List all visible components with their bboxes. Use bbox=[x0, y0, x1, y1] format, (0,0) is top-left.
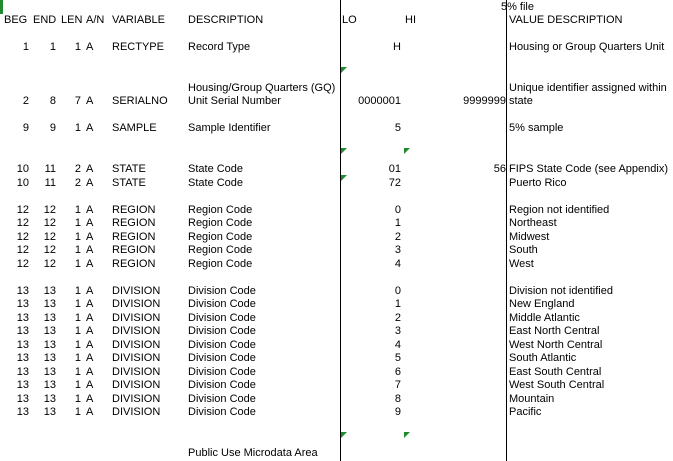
cell-value-description[interactable] bbox=[509, 446, 673, 460]
cell-value-description[interactable]: Mountain bbox=[509, 393, 555, 405]
cell-an[interactable] bbox=[86, 81, 110, 95]
cell-lo[interactable]: 9 bbox=[394, 406, 401, 418]
cell-beg[interactable]: 13 bbox=[16, 298, 29, 310]
cell-value-description[interactable]: Pacific bbox=[509, 406, 542, 418]
cell-end[interactable]: 12 bbox=[43, 258, 56, 270]
cell-description[interactable]: Division Code bbox=[188, 339, 256, 351]
cell-lo[interactable]: 0 bbox=[394, 285, 401, 297]
cell-an[interactable]: A bbox=[86, 325, 94, 337]
cell-value-description[interactable]: Midwest bbox=[509, 231, 550, 243]
cell-description[interactable]: State Code bbox=[188, 163, 244, 175]
table-row bbox=[0, 405, 673, 419]
cell-end[interactable]: 11 bbox=[44, 177, 56, 189]
table-row bbox=[0, 40, 673, 54]
cell-variable[interactable]: DIVISION bbox=[112, 339, 161, 351]
cell-end[interactable]: 13 bbox=[43, 393, 56, 405]
table-row bbox=[0, 230, 673, 244]
cell-an[interactable]: A bbox=[86, 393, 94, 405]
cell-beg[interactable]: 9 bbox=[22, 122, 29, 134]
cell-variable[interactable]: SAMPLE bbox=[112, 122, 157, 134]
cell-description[interactable]: Region Code bbox=[188, 231, 253, 243]
cell-variable[interactable]: REGION bbox=[112, 258, 156, 270]
cell-len[interactable]: 1 bbox=[74, 244, 81, 256]
cell-end[interactable]: 13 bbox=[43, 312, 56, 324]
cell-lo[interactable]: 3 bbox=[394, 244, 401, 256]
cell-an[interactable]: A bbox=[86, 244, 94, 256]
cell-hi[interactable] bbox=[405, 297, 506, 311]
cell-description[interactable]: Division Code bbox=[188, 406, 256, 418]
cell-value-description[interactable]: East North Central bbox=[509, 325, 600, 337]
header-an[interactable]: A/N bbox=[86, 14, 105, 26]
cell-description[interactable]: State Code bbox=[188, 177, 244, 189]
cell-lo[interactable]: 2 bbox=[394, 312, 401, 324]
cell-an[interactable]: A bbox=[86, 231, 94, 243]
table-row bbox=[0, 297, 673, 311]
cell-hi[interactable] bbox=[405, 324, 506, 338]
cell-end[interactable]: 13 bbox=[43, 339, 56, 351]
cell-hi[interactable] bbox=[405, 405, 506, 419]
cell-an[interactable]: A bbox=[86, 298, 94, 310]
cell-beg[interactable]: 13 bbox=[16, 393, 29, 405]
cell-an[interactable] bbox=[86, 446, 110, 460]
table-row bbox=[0, 324, 673, 338]
cell-beg[interactable]: 13 bbox=[16, 379, 29, 391]
cell-beg[interactable]: 12 bbox=[16, 204, 29, 216]
cell-description[interactable]: Division Code bbox=[188, 285, 256, 297]
cell-value-description[interactable]: Middle Atlantic bbox=[509, 312, 580, 324]
cell-value-description[interactable]: 5% sample bbox=[509, 122, 564, 134]
cell-lo[interactable] bbox=[342, 446, 401, 460]
cell-lo[interactable]: 5 bbox=[394, 352, 401, 364]
cell-an[interactable]: A bbox=[86, 95, 94, 107]
cell-hi[interactable] bbox=[405, 121, 506, 135]
cell-an[interactable]: A bbox=[86, 379, 94, 391]
cell-len[interactable]: 1 bbox=[74, 352, 81, 364]
cell-variable[interactable]: DIVISION bbox=[112, 366, 161, 378]
cell-beg[interactable] bbox=[0, 81, 29, 95]
cell-hi[interactable] bbox=[405, 392, 506, 406]
cell-description[interactable]: Sample Identifier bbox=[188, 122, 271, 134]
cell-an[interactable]: A bbox=[86, 406, 94, 418]
cell-end[interactable]: 12 bbox=[43, 204, 56, 216]
cell-description[interactable]: Record Type bbox=[188, 41, 251, 53]
cell-description[interactable]: Public Use Microdata Area bbox=[188, 447, 318, 459]
cell-end[interactable]: 8 bbox=[49, 95, 56, 107]
cell-variable[interactable]: DIVISION bbox=[112, 285, 161, 297]
cell-description[interactable]: Division Code bbox=[188, 366, 256, 378]
table-row bbox=[0, 351, 673, 365]
cell-value-description[interactable]: state bbox=[509, 95, 533, 107]
header-end[interactable]: END bbox=[33, 14, 57, 26]
cell-value-description[interactable]: FIPS State Code (see Appendix) bbox=[509, 163, 668, 175]
cell-beg[interactable]: 2 bbox=[22, 95, 29, 107]
table-row bbox=[0, 284, 673, 298]
cell-len[interactable]: 1 bbox=[74, 204, 81, 216]
cell-value-description[interactable]: Unique identifier assigned within bbox=[509, 82, 667, 94]
cell-lo[interactable]: 4 bbox=[394, 258, 401, 270]
cell-hi[interactable] bbox=[405, 257, 506, 271]
cell-error-marker[interactable] bbox=[341, 67, 347, 73]
cell-hi[interactable] bbox=[405, 338, 506, 352]
cell-description[interactable]: Division Code bbox=[188, 379, 256, 391]
cell-value-description[interactable]: West bbox=[509, 258, 534, 270]
table-row bbox=[0, 121, 673, 135]
table-row bbox=[0, 94, 673, 108]
cell-beg[interactable]: 13 bbox=[16, 325, 29, 337]
cell-value-description[interactable]: New England bbox=[509, 298, 575, 310]
cell-beg[interactable]: 10 bbox=[16, 177, 29, 189]
cell-hi[interactable] bbox=[405, 230, 506, 244]
cell-error-marker[interactable] bbox=[341, 432, 347, 438]
table-row bbox=[0, 203, 673, 217]
cell-variable[interactable]: SERIALNO bbox=[112, 95, 168, 107]
table-row bbox=[0, 392, 673, 406]
cell-hi[interactable] bbox=[405, 243, 506, 257]
cell-lo[interactable]: 3 bbox=[394, 325, 401, 337]
cell-lo[interactable]: 8 bbox=[394, 393, 401, 405]
cell-value-description[interactable]: West North Central bbox=[509, 339, 603, 351]
cell-lo[interactable]: 6 bbox=[394, 366, 401, 378]
cell-beg[interactable]: 13 bbox=[16, 285, 29, 297]
table-row bbox=[0, 257, 673, 271]
cell-lo[interactable] bbox=[342, 81, 401, 95]
cell-hi[interactable] bbox=[405, 378, 506, 392]
cell-lo[interactable]: H bbox=[393, 41, 401, 53]
table-row bbox=[0, 378, 673, 392]
cell-len[interactable]: 1 bbox=[74, 258, 81, 270]
table-row bbox=[0, 365, 673, 379]
cell-beg[interactable]: 12 bbox=[16, 258, 29, 270]
table-row bbox=[0, 338, 673, 352]
cell-hi[interactable]: 56 bbox=[493, 163, 506, 175]
cell-end[interactable]: 13 bbox=[43, 366, 56, 378]
cell-end[interactable]: 12 bbox=[43, 217, 56, 229]
table-row bbox=[0, 243, 673, 257]
cell-value-description[interactable]: West South Central bbox=[509, 379, 605, 391]
cell-hi[interactable] bbox=[405, 216, 506, 230]
cell-hi[interactable] bbox=[405, 40, 506, 54]
cell-lo[interactable]: 1 bbox=[394, 298, 401, 310]
cell-lo[interactable]: 1 bbox=[394, 217, 401, 229]
cell-end[interactable]: 13 bbox=[43, 298, 56, 310]
cell-end[interactable]: 13 bbox=[43, 325, 56, 337]
cell-variable[interactable]: DIVISION bbox=[112, 393, 161, 405]
file-note[interactable]: 5% file bbox=[500, 1, 534, 13]
cell-lo[interactable]: 0000001 bbox=[358, 95, 401, 107]
cell-end[interactable] bbox=[30, 81, 56, 95]
cell-description[interactable]: Region Code bbox=[188, 244, 253, 256]
cell-lo[interactable]: 7 bbox=[394, 379, 401, 391]
cell-variable[interactable]: REGION bbox=[112, 204, 156, 216]
cell-variable[interactable]: DIVISION bbox=[112, 406, 161, 418]
cell-beg[interactable]: 1 bbox=[22, 41, 29, 53]
cell-len[interactable]: 1 bbox=[74, 393, 81, 405]
cell-hi[interactable] bbox=[405, 81, 506, 95]
cell-variable[interactable] bbox=[112, 446, 186, 460]
header-len[interactable]: LEN bbox=[61, 14, 83, 26]
cell-hi[interactable] bbox=[405, 284, 506, 298]
cell-lo[interactable]: 4 bbox=[394, 339, 401, 351]
cell-end[interactable]: 13 bbox=[43, 285, 56, 297]
cell-description[interactable]: Region Code bbox=[188, 217, 253, 229]
cell-end[interactable]: 12 bbox=[43, 244, 56, 256]
table-row bbox=[0, 311, 673, 325]
cell-variable[interactable]: DIVISION bbox=[112, 379, 161, 391]
cell-len[interactable]: 1 bbox=[74, 379, 81, 391]
cell-variable[interactable] bbox=[112, 81, 186, 95]
table-row bbox=[0, 446, 673, 460]
header-lo[interactable]: LO bbox=[342, 14, 357, 26]
cell-description[interactable]: Division Code bbox=[188, 325, 256, 337]
cell-variable[interactable]: DIVISION bbox=[112, 298, 161, 310]
cell-hi[interactable] bbox=[405, 365, 506, 379]
cell-variable[interactable]: STATE bbox=[112, 163, 146, 175]
cell-len[interactable]: 1 bbox=[74, 339, 81, 351]
cell-lo[interactable]: 01 bbox=[388, 163, 401, 175]
table-row bbox=[0, 162, 673, 176]
cell-end[interactable] bbox=[30, 446, 56, 460]
header-variable[interactable]: VARIABLE bbox=[112, 14, 165, 26]
cell-beg[interactable]: 13 bbox=[16, 406, 29, 418]
cell-description[interactable]: Unit Serial Number bbox=[188, 95, 281, 107]
cell-end[interactable]: 13 bbox=[43, 352, 56, 364]
cell-an[interactable]: A bbox=[86, 217, 94, 229]
cell-len[interactable]: 1 bbox=[74, 217, 81, 229]
cell-an[interactable]: A bbox=[86, 204, 94, 216]
cell-len[interactable]: 1 bbox=[74, 285, 81, 297]
cell-hi[interactable] bbox=[405, 311, 506, 325]
cell-len[interactable]: 2 bbox=[74, 177, 81, 189]
cell-an[interactable]: A bbox=[86, 366, 94, 378]
cell-len[interactable]: 1 bbox=[74, 122, 81, 134]
cell-end[interactable]: 11 bbox=[44, 163, 56, 175]
cell-error-marker[interactable] bbox=[341, 175, 347, 181]
cell-len[interactable]: 1 bbox=[74, 231, 81, 243]
cell-end[interactable]: 13 bbox=[43, 379, 56, 391]
cell-variable[interactable]: DIVISION bbox=[112, 352, 161, 364]
table-row bbox=[0, 176, 673, 190]
cell-variable[interactable]: RECTYPE bbox=[112, 41, 164, 53]
cell-value-description[interactable]: Puerto Rico bbox=[509, 177, 567, 189]
cell-lo[interactable]: 0 bbox=[394, 204, 401, 216]
cell-description[interactable]: Division Code bbox=[188, 352, 256, 364]
header-value-description[interactable]: VALUE DESCRIPTION bbox=[509, 14, 623, 26]
cell-beg[interactable]: 13 bbox=[16, 312, 29, 324]
header-hi[interactable]: HI bbox=[405, 14, 416, 26]
cell-len[interactable]: 1 bbox=[74, 41, 81, 53]
cell-description[interactable]: Division Code bbox=[188, 393, 256, 405]
file-note-row bbox=[0, 0, 673, 14]
cell-error-marker[interactable] bbox=[341, 148, 347, 154]
cell-beg[interactable]: 12 bbox=[16, 217, 29, 229]
cell-variable[interactable]: DIVISION bbox=[112, 325, 161, 337]
cell-value-description[interactable]: South bbox=[509, 244, 538, 256]
cell-len[interactable] bbox=[57, 446, 81, 460]
cell-value-description[interactable]: Division not identified bbox=[509, 285, 613, 297]
cell-an[interactable]: A bbox=[86, 41, 94, 53]
cell-variable[interactable]: REGION bbox=[112, 217, 156, 229]
cell-hi[interactable] bbox=[405, 446, 506, 460]
cell-hi[interactable] bbox=[405, 176, 506, 190]
cell-value-description[interactable]: Northeast bbox=[509, 217, 557, 229]
cell-value-description[interactable]: South Atlantic bbox=[509, 352, 577, 364]
cell-hi[interactable] bbox=[405, 203, 506, 217]
cell-beg[interactable]: 13 bbox=[16, 352, 29, 364]
cell-lo[interactable]: 5 bbox=[394, 122, 401, 134]
cell-value-description[interactable]: Region not identified bbox=[509, 204, 610, 216]
cell-len[interactable]: 1 bbox=[74, 325, 81, 337]
cell-description[interactable]: Housing/Group Quarters (GQ) bbox=[188, 82, 336, 94]
cell-len[interactable]: 1 bbox=[74, 298, 81, 310]
cell-beg[interactable]: 12 bbox=[16, 244, 29, 256]
cell-beg[interactable]: 12 bbox=[16, 231, 29, 243]
table-row bbox=[0, 216, 673, 230]
cell-end[interactable]: 12 bbox=[43, 231, 56, 243]
cell-len[interactable]: 1 bbox=[74, 406, 81, 418]
cell-beg[interactable]: 13 bbox=[16, 366, 29, 378]
cell-an[interactable]: A bbox=[86, 122, 94, 134]
cell-an[interactable]: A bbox=[86, 258, 94, 270]
cell-len[interactable]: 2 bbox=[74, 163, 81, 175]
cell-hi[interactable]: 9999999 bbox=[463, 95, 506, 107]
cell-error-marker[interactable] bbox=[404, 148, 410, 154]
table-row bbox=[0, 81, 673, 95]
cell-error-marker[interactable] bbox=[404, 432, 410, 438]
cell-description[interactable]: Region Code bbox=[188, 204, 253, 216]
cell-beg[interactable] bbox=[0, 446, 29, 460]
cell-variable[interactable]: DIVISION bbox=[112, 312, 161, 324]
cell-description[interactable]: Division Code bbox=[188, 298, 256, 310]
cell-an[interactable]: A bbox=[86, 285, 94, 297]
cell-value-description[interactable]: East South Central bbox=[509, 366, 602, 378]
cell-an[interactable]: A bbox=[86, 352, 94, 364]
header-row bbox=[0, 13, 673, 27]
cell-len[interactable]: 1 bbox=[74, 312, 81, 324]
cell-end[interactable]: 9 bbox=[49, 122, 56, 134]
cell-description[interactable]: Division Code bbox=[188, 312, 256, 324]
cell-lo[interactable]: 72 bbox=[388, 177, 401, 189]
cell-len[interactable]: 7 bbox=[74, 95, 81, 107]
cell-hi[interactable] bbox=[405, 351, 506, 365]
header-description[interactable]: DESCRIPTION bbox=[188, 14, 264, 26]
cell-an[interactable]: A bbox=[86, 339, 94, 351]
cell-an[interactable]: A bbox=[86, 312, 94, 324]
cell-an[interactable]: A bbox=[86, 163, 94, 175]
cell-lo[interactable]: 2 bbox=[394, 231, 401, 243]
cell-end[interactable]: 13 bbox=[43, 406, 56, 418]
cell-value-description[interactable]: Housing or Group Quarters Unit bbox=[509, 41, 665, 53]
cell-beg[interactable]: 13 bbox=[16, 339, 29, 351]
cell-len[interactable]: 1 bbox=[74, 366, 81, 378]
cell-variable[interactable]: STATE bbox=[112, 177, 146, 189]
cell-variable[interactable]: REGION bbox=[112, 231, 156, 243]
cell-variable[interactable]: REGION bbox=[112, 244, 156, 256]
cell-len[interactable] bbox=[57, 81, 81, 95]
header-beg[interactable]: BEG bbox=[4, 14, 28, 26]
cell-beg[interactable]: 10 bbox=[16, 163, 29, 175]
cell-end[interactable]: 1 bbox=[49, 41, 56, 53]
cell-description[interactable]: Region Code bbox=[188, 258, 253, 270]
cell-an[interactable]: A bbox=[86, 177, 94, 189]
